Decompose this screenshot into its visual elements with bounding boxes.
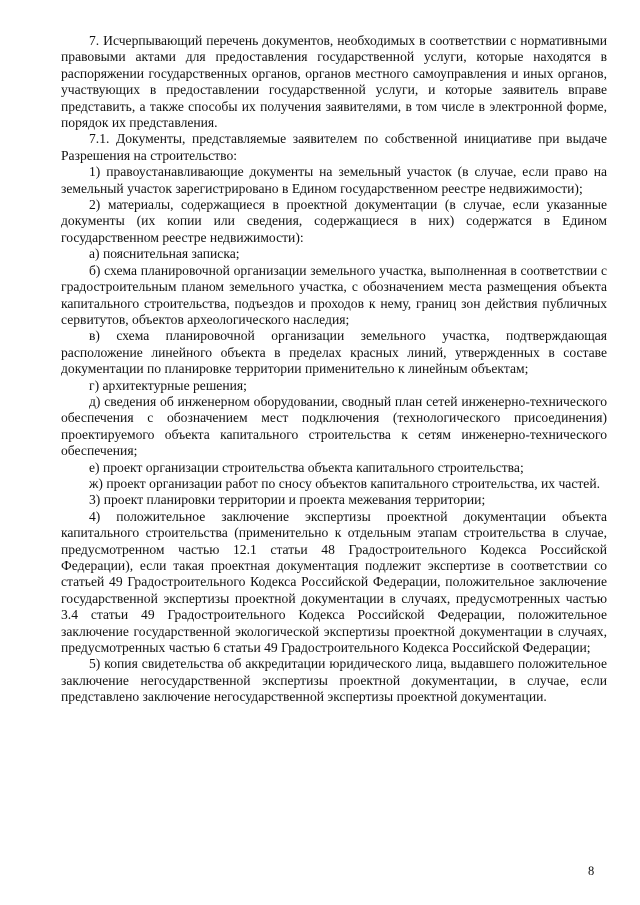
list-item-5: 5) копия свидетельства об аккредитации юридического лица, выдавшего положительное заключение негосударственной экспертизы проектной документации, в случае, если представлено заключение негосударственной экспертизы проектной документации. — [61, 656, 607, 705]
list-item-4: 4) положительное заключение экспертизы проектной документации объекта капитального строительства (применительно к отдельным этапам строительства в случае, предусмотренном частью 12.1 статьи 48 Градостроительного Кодекса Российской Федерации), если такая проектная документация подлежит экспертизе в соответствии со статьей 49 Градостроительного Кодекса Российской Федерации, положительное заключение государственной экспертизы проектной документации в случаях, предусмотренных частью 3.4 статьи 49 Градостроительного Кодекса Российской Федерации, положительное заключение государственной экологической экспертизы проектной документации в случаях, предусмотренных частью 6 статьи 49 Градостроительного Кодекса Российской Федерации; — [61, 508, 607, 656]
list-item-3: 3) проект планировки территории и проекта межевания территории; — [89, 492, 486, 508]
sub-item-zh: ж) проект организации работ по сносу объектов капитального строительства, их частей. — [89, 475, 601, 491]
page-number: 8 — [588, 864, 595, 878]
paragraph-7: 7. Исчерпывающий перечень документов, необходимых в соответствии с нормативными правовыми актами для предоставления государственной услуги, которые находятся в распоряжении государственных органов, органов местного самоуправления и иных органов, участвующих в предоставлении государственной услуги, и которые заявитель вправе представить, а также способы их получения заявителями, в том числе в электронной форме, порядок их представления. — [61, 33, 607, 131]
sub-item-v: в) схема планировочной организации земельного участка, подтверждающая расположение линейного объекта в пределах красных линий, утвержденных в составе документации по планировке территории применительно к линейным объектам; — [61, 328, 607, 377]
list-item-2: 2) материалы, содержащиеся в проектной документации (в случае, если указанные документы (их копии или сведения, содержащиеся в них) содержатся в Едином государственном реестре недвижимости): — [61, 197, 607, 245]
document-body — [61, 33, 607, 706]
sub-item-d: д) сведения об инженерном оборудовании, сводный план сетей инженерно-технического обеспечения с обозначением мест подключения (технологического присоединения) проектируемого объекта капитального строительства к сетям инженерно-технического обеспечения; — [61, 393, 607, 459]
list-item-1: 1) правоустанавливающие документы на земельный участок (в случае, если право на земельный участок зарегистрировано в Едином государственном реестре недвижимости); — [61, 164, 607, 196]
sub-item-a: а) пояснительная записка; — [89, 246, 240, 262]
sub-item-e: е) проект организации строительства объекта капитального строительства; — [89, 459, 524, 475]
paragraph-7-1: 7.1. Документы, представляемые заявителем по собственной инициативе при выдаче Разрешения на строительство: — [61, 131, 607, 163]
sub-item-g: г) архитектурные решения; — [89, 377, 247, 393]
sub-item-b: б) схема планировочной организации земельного участка, выполненная в соответствии с градостроительным планом земельного участка, с обозначением места размещения объекта капитального строительства, подъездов и проходов к нему, границ зон действия публичных сервитутов, объектов археологического наследия; — [61, 262, 607, 327]
